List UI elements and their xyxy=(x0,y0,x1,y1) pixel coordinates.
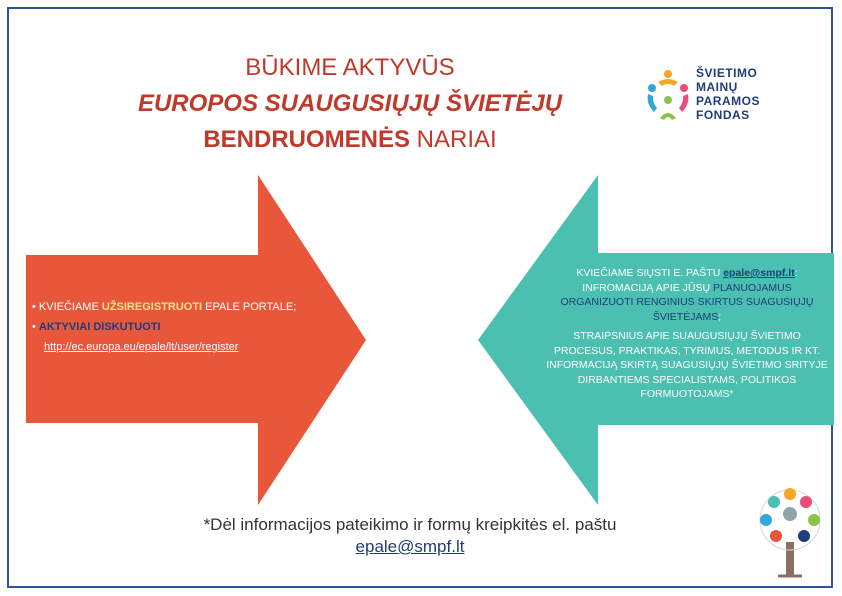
footnote xyxy=(120,514,700,558)
title-line3-bold: BENDRUOMENĖS xyxy=(203,126,410,153)
logo-line4: FONDAS xyxy=(696,108,750,122)
register-link[interactable]: http://ec.europa.eu/epale/lt/user/register xyxy=(44,341,239,353)
title-line1: BŪKIME AKTYVŪS xyxy=(245,54,455,81)
title-line3-rest: NARIAI xyxy=(410,126,497,153)
send-info-invitation xyxy=(546,266,828,324)
item1-prefix: • KVIEČIAME xyxy=(32,301,102,313)
p1-a: KVIEČIAME SIŲSTI E. PAŠTU xyxy=(576,267,724,279)
title-line3 xyxy=(90,122,610,158)
title-line2: EUROPOS SUAUGUSIŲJŲ ŠVIETĖJŲ xyxy=(137,90,563,117)
right-panel-text xyxy=(546,266,828,407)
p1-c: ; xyxy=(718,310,722,323)
item1-suffix: EPALE PORTALE; xyxy=(202,301,297,313)
footnote-email-link[interactable]: epale@smpf.lt xyxy=(355,537,465,556)
logo-line1: ŠVIETIMO xyxy=(696,66,758,80)
articles-invitation: STRAIPSNIUS APIE SUAUGUSIŲJŲ ŠVIETIMO PROCESUS, PRAKTIKAS, TYRIMUS, METODUS IR KT. INFORMACIJĄ SKIRTĄ SUAGUSIŲJŲ ŠVIETIMO SRITYJE DIRBANTIEMS SPECIALISTAMS, POLITIKOS FORMUOTOJAMS* xyxy=(546,330,828,400)
item2-highlight: AKTYVIAI DISKUTUOTI xyxy=(38,321,161,333)
left-panel-text xyxy=(32,300,302,355)
discuss-invitation xyxy=(32,320,302,335)
page-title xyxy=(90,50,610,158)
register-invitation xyxy=(32,300,302,315)
item1-highlight: UŽSIREGISTRUOTI xyxy=(101,301,203,313)
logo-line3: PARAMOS xyxy=(696,94,760,108)
email-link[interactable]: epale@smpf.lt xyxy=(723,267,795,279)
item2-prefix: • xyxy=(32,321,39,333)
epale-tree-icon xyxy=(752,480,828,585)
logo-line2: MAINŲ xyxy=(696,80,738,94)
p1-highlight: PLANUOJAMUS ORGANIZUOTI RENGINIUS SKIRTUS SUAGUSIŲJŲ ŠVIETĖJAMS xyxy=(560,281,814,323)
p1-b: : INFROMACIJĄ APIE JŪSŲ xyxy=(582,267,798,294)
footnote-text: *Dėl informacijos pateikimo ir formų kreipkitės el. paštu xyxy=(203,515,617,534)
logo-text xyxy=(696,66,796,122)
